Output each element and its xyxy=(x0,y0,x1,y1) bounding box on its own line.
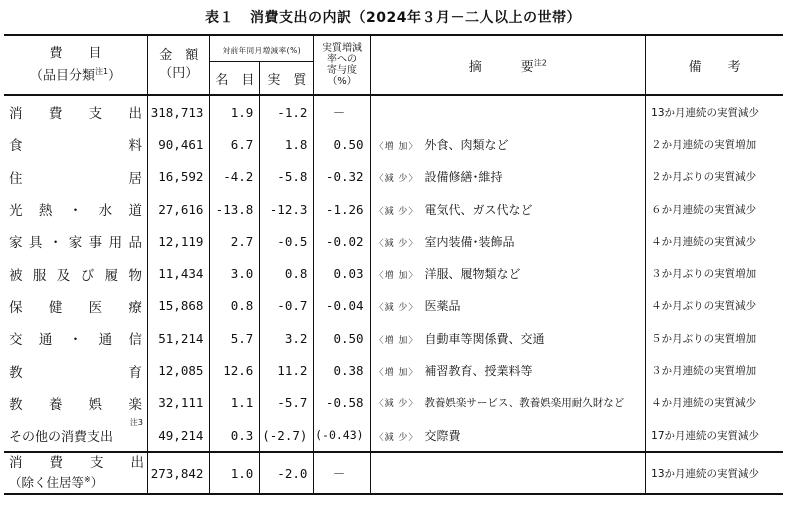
row-tag: 〈減 少〉 xyxy=(374,174,419,185)
row-remark: ４か月連続の実質減少 xyxy=(646,387,783,419)
row-summary xyxy=(370,322,646,354)
header-real: 実 質 xyxy=(260,62,314,96)
header-contrib-line1: 実質増減 xyxy=(321,43,362,54)
row-contrib: － xyxy=(314,95,370,128)
table-row xyxy=(4,419,783,452)
row-summary xyxy=(370,387,646,419)
row-contrib: -0.32 xyxy=(314,161,370,193)
row-amount: 90,461 xyxy=(148,128,210,160)
row-real: (-2.7) xyxy=(260,419,314,452)
header-amount xyxy=(148,35,210,95)
footer-name xyxy=(4,452,148,494)
row-real: -1.2 xyxy=(260,95,314,128)
row-remark: 17か月連続の実質減少 xyxy=(646,419,783,452)
row-summary xyxy=(370,161,646,193)
row-amount: 12,119 xyxy=(148,225,210,257)
row-real: -0.7 xyxy=(260,290,314,322)
footer-nominal: 1.0 xyxy=(210,452,260,494)
footer-name-line1: 消費支出 xyxy=(9,454,145,471)
row-name: 住居 xyxy=(9,170,143,187)
table-row xyxy=(4,257,783,289)
row-amount: 51,214 xyxy=(148,322,210,354)
footer-remark: 13か月連続の実質減少 xyxy=(646,452,783,494)
row-remark: ４か月連続の実質減少 xyxy=(646,225,783,257)
row-real: -12.3 xyxy=(260,193,314,225)
table-row xyxy=(4,290,783,322)
row-amount: 32,111 xyxy=(148,387,210,419)
footer-summary xyxy=(370,452,646,494)
row-remark: ２か月連続の実質増加 xyxy=(646,128,783,160)
table-title-text: 消費支出の内訳（2024年３月－二人以上の世帯） xyxy=(250,10,581,26)
row-tag: 〈増 加〉 xyxy=(374,141,419,152)
header-item xyxy=(4,35,148,95)
header-amount-line1: 金 額 xyxy=(159,48,199,63)
row-tag: 〈減 少〉 xyxy=(374,432,419,443)
header-yoy-label: 対前年同月増減率(%) xyxy=(222,46,302,55)
row-contrib: -0.04 xyxy=(314,290,370,322)
row-name-cell xyxy=(4,419,148,452)
row-summary xyxy=(370,257,646,289)
header-summary-label: 摘 要 xyxy=(468,59,534,75)
row-contrib: -1.26 xyxy=(314,193,370,225)
row-real: 11.2 xyxy=(260,354,314,386)
row-summary-text: 教養娯楽サービス、教養娯楽用耐久財など xyxy=(424,397,625,410)
row-summary xyxy=(370,95,646,128)
row-tag: 〈減 少〉 xyxy=(374,238,419,249)
row-nominal: -13.8 xyxy=(210,193,260,225)
table-row xyxy=(4,225,783,257)
row-amount: 12,085 xyxy=(148,354,210,386)
header-item-close: ） xyxy=(108,68,122,84)
row-contrib: 0.38 xyxy=(314,354,370,386)
row-summary xyxy=(370,128,646,160)
row-contrib: -0.02 xyxy=(314,225,370,257)
row-amount: 27,616 xyxy=(148,193,210,225)
row-contrib: 0.50 xyxy=(314,128,370,160)
row-tag: 〈増 加〉 xyxy=(374,335,419,346)
table-title xyxy=(0,7,786,27)
row-nominal: 12.6 xyxy=(210,354,260,386)
row-remark: 13か月連続の実質減少 xyxy=(646,95,783,128)
header-contribution xyxy=(314,35,370,95)
row-summary-text: 設備修繕･維持 xyxy=(424,170,503,185)
row-nominal: 1.9 xyxy=(210,95,260,128)
row-name: 家具・家事用品 xyxy=(9,235,143,252)
row-summary xyxy=(370,290,646,322)
header-remarks: 備 考 xyxy=(646,35,783,95)
footer-name-line2: （除く住居等 xyxy=(9,474,85,490)
row-nominal: 6.7 xyxy=(210,128,260,160)
row-name: 消費支出 xyxy=(9,106,143,123)
row-summary-text: 交際費 xyxy=(424,428,461,443)
header-amount-line2: （円） xyxy=(159,66,199,81)
footer-real: -2.0 xyxy=(260,452,314,494)
row-name: 保健医療 xyxy=(9,299,143,316)
table-row xyxy=(4,322,783,354)
table-row xyxy=(4,161,783,193)
header-contrib-line4: （%） xyxy=(327,76,357,87)
row-summary-text: 電気代、ガス代など xyxy=(424,202,533,217)
row-tag: 〈減 少〉 xyxy=(374,303,419,314)
expenditure-table xyxy=(4,34,783,495)
row-name: 光熱・水道 xyxy=(9,203,143,220)
row-summary xyxy=(370,354,646,386)
row-amount: 16,592 xyxy=(148,161,210,193)
table-row xyxy=(4,128,783,160)
row-nominal: 0.3 xyxy=(210,419,260,452)
row-remark: ３か月ぶりの実質増加 xyxy=(646,257,783,289)
row-name-note: 注3 xyxy=(129,417,144,427)
row-remark: ６か月連続の実質減少 xyxy=(646,193,783,225)
row-tag: 〈増 加〉 xyxy=(374,368,419,379)
row-amount: 318,713 xyxy=(148,95,210,128)
row-real: 3.2 xyxy=(260,322,314,354)
row-summary-text: 室内装備･装飾品 xyxy=(424,234,515,249)
row-tag: 〈増 加〉 xyxy=(374,271,419,282)
row-summary xyxy=(370,193,646,225)
header-nominal: 名 目 xyxy=(210,62,260,96)
table-row xyxy=(4,95,783,128)
row-name: 交通・通信 xyxy=(9,332,143,349)
header-item-line1: 費 目 xyxy=(49,45,102,61)
row-nominal: 3.0 xyxy=(210,257,260,289)
row-name: その他の消費支出 xyxy=(9,429,114,445)
row-nominal: -4.2 xyxy=(210,161,260,193)
row-contrib: 0.03 xyxy=(314,257,370,289)
row-remark: ３か月連続の実質増加 xyxy=(646,354,783,386)
row-amount: 15,868 xyxy=(148,290,210,322)
footer-name-close: ） xyxy=(90,474,104,490)
header-item-note: 注1 xyxy=(94,66,109,76)
header-contrib-line3: 寄与度 xyxy=(326,65,357,76)
table-number: 表１ xyxy=(205,10,235,26)
row-remark: ２か月ぶりの実質減少 xyxy=(646,161,783,193)
row-summary xyxy=(370,419,646,452)
row-summary-text: 自動車等関係費、交通 xyxy=(424,331,545,346)
row-real: -5.8 xyxy=(260,161,314,193)
row-nominal: 2.7 xyxy=(210,225,260,257)
row-name: 教養娯楽 xyxy=(9,396,143,413)
header-summary xyxy=(370,35,646,95)
row-remark: ４か月ぶりの実質減少 xyxy=(646,290,783,322)
row-name: 教育 xyxy=(9,364,143,381)
table-row xyxy=(4,387,783,419)
row-summary-text: 外食、肉類など xyxy=(424,137,509,152)
row-summary-text: 医薬品 xyxy=(424,299,461,314)
footer-name-note: ※ xyxy=(84,474,91,484)
header-contrib-line2: 率への xyxy=(326,54,357,65)
table-row xyxy=(4,354,783,386)
row-summary-text: 洋服、履物類など xyxy=(424,267,521,282)
row-name: 被服及び履物 xyxy=(9,267,143,284)
row-nominal: 1.1 xyxy=(210,387,260,419)
row-real: -5.7 xyxy=(260,387,314,419)
row-tag: 〈減 少〉 xyxy=(374,399,419,410)
header-yoy xyxy=(210,35,314,62)
row-nominal: 5.7 xyxy=(210,322,260,354)
row-real: -0.5 xyxy=(260,225,314,257)
row-amount: 49,214 xyxy=(148,419,210,452)
row-real: 1.8 xyxy=(260,128,314,160)
row-summary-text: 補習教育、授業料等 xyxy=(424,364,533,379)
footer-contrib: － xyxy=(314,452,370,494)
row-contrib: -0.58 xyxy=(314,387,370,419)
row-amount: 11,434 xyxy=(148,257,210,289)
row-contrib: 0.50 xyxy=(314,322,370,354)
table-row-excluding-housing xyxy=(4,452,783,494)
header-item-line2: （品目分類 xyxy=(29,68,95,84)
row-real: 0.8 xyxy=(260,257,314,289)
footer-amount: 273,842 xyxy=(148,452,210,494)
row-contrib: (-0.43) xyxy=(314,419,370,452)
row-name: 食料 xyxy=(9,138,143,155)
row-nominal: 0.8 xyxy=(210,290,260,322)
table-row xyxy=(4,193,783,225)
row-summary xyxy=(370,225,646,257)
row-remark: ５か月ぶりの実質増加 xyxy=(646,322,783,354)
row-tag: 〈減 少〉 xyxy=(374,206,419,217)
header-summary-note: 注2 xyxy=(533,58,547,68)
